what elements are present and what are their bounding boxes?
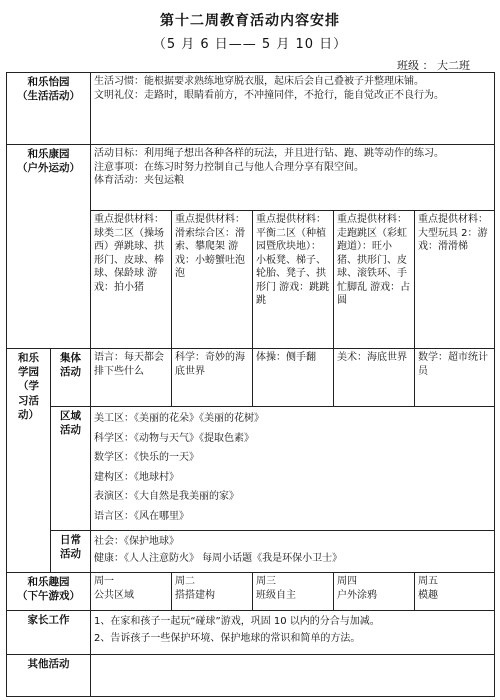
daily-activity-content xyxy=(91,531,495,573)
parents-label: 家长工作 xyxy=(7,611,91,655)
afternoon-day-cell xyxy=(253,573,334,611)
afternoon-row xyxy=(7,573,495,611)
afternoon-day-cell xyxy=(334,573,415,611)
day-activity: 班级自主 xyxy=(256,589,296,601)
group-activity-item: 体操：侧手翻 xyxy=(253,349,334,407)
class-label: 班级 ： 大二班 xyxy=(397,59,470,72)
area-line: 建构区：《地球村》 xyxy=(94,471,179,483)
day-name: 周三 xyxy=(256,576,276,587)
life-label: 和乐怡园 （生活活动） xyxy=(7,73,91,145)
outdoor-content xyxy=(91,145,495,211)
other-content xyxy=(91,655,495,697)
area-activity-content xyxy=(91,407,495,531)
day-name: 周一 xyxy=(94,576,114,587)
group-activity-item: 语言：每天都会排下些什么 xyxy=(91,349,172,407)
area-line: 表演区：《大自然是我美丽的家》 xyxy=(94,491,239,502)
day-name: 周五 xyxy=(418,576,438,587)
day-activity: 搭搭建构 xyxy=(175,589,215,601)
afternoon-day-cell xyxy=(415,573,495,611)
afternoon-day-cell xyxy=(91,573,172,611)
group-activity-row xyxy=(7,349,495,407)
day-name: 周二 xyxy=(175,576,195,587)
daily-line: 社会：《保护地球》 xyxy=(94,536,179,547)
group-activity-label: 集体 活动 xyxy=(51,349,91,407)
life-content xyxy=(91,73,495,145)
daily-activity-row xyxy=(7,531,495,573)
day-name: 周四 xyxy=(337,576,357,587)
other-label: 其他活动 xyxy=(7,655,91,697)
afternoon-label: 和乐趣园 （下午游戏） xyxy=(7,573,91,611)
parents-line: 2、告诉孩子一些保护环境、保护地球的常识和简单的方法。 xyxy=(94,633,361,644)
life-line: 生活习惯：能根据要求熟练地穿脱衣服，起床后会自己叠被子并整理床铺。 xyxy=(94,76,424,87)
outdoor-zone: 重点提供材料：滑索综合区：滑索、攀爬架 游戏：小螃蟹吐泡泡 xyxy=(172,211,253,349)
area-activity-row xyxy=(7,407,495,531)
day-activity: 公共区域 xyxy=(94,589,134,601)
daily-activity-label: 日常 活动 xyxy=(51,531,91,573)
outdoor-line: 注意事项：在练习时努力控制自己与他人合理分享有限空间。 xyxy=(94,161,364,173)
parents-content xyxy=(91,611,495,655)
date-range: （5 月 6 日—— 5 月 10 日） xyxy=(152,37,348,52)
area-line: 数学区：《快乐的一天》 xyxy=(94,452,199,463)
parents-line: 1、在家和孩子一起玩“碰球”游戏，巩固 10 以内的分合与加减。 xyxy=(94,616,380,627)
area-line: 语言区：《风在哪里》 xyxy=(94,510,189,522)
outdoor-zone: 重点提供材料：球类二区（操场西）弹跳球、拱形门、皮球、棒球、保龄球 游戏：拍小猪 xyxy=(91,211,172,349)
outdoor-line: 活动目标：利用绳子想出各种各样的玩法，并且进行钻、跑、跳等动作的练习。 xyxy=(94,148,444,159)
page-title: 第十二周教育活动内容安排 xyxy=(160,13,340,29)
outdoor-label: 和乐康园 （户外运动） xyxy=(7,145,91,349)
group-activity-item: 数学：超市统计员 xyxy=(415,349,495,407)
outdoor-zone: 重点提供材料：平衡二区（种植园暨欣块地）：小板凳、梯子、轮胎、凳子、拱形门 游戏：跳跳跳 xyxy=(253,211,334,349)
outdoor-line: 体育活动：夹包运粮 xyxy=(94,175,184,186)
outdoor-zone: 重点提供材料：大型玩具 2：游戏：滑滑梯 xyxy=(415,211,495,349)
outdoor-goal-row xyxy=(7,145,495,211)
day-activity: 模趣 xyxy=(418,589,438,601)
outdoor-zone: 重点提供材料：走跑跳区（彩虹跑道）：旺小猪、拱形门、皮球、滚铁环、手忙脚乱 游戏：占圆 xyxy=(334,211,415,349)
schedule-table xyxy=(6,72,495,697)
area-line: 科学区：《动物与天气》《提取色素》 xyxy=(94,432,254,444)
group-activity-item: 美术：海底世界 xyxy=(334,349,415,407)
parents-row xyxy=(7,611,495,655)
group-activity-item: 科学：奇妙的海底世界 xyxy=(172,349,253,407)
area-line: 美工区：《美丽的花朵》《美丽的花树》 xyxy=(94,413,264,424)
afternoon-day-cell xyxy=(172,573,253,611)
life-line: 文明礼仪：走路时，眼睛看前方，不冲撞同伴，不抢行，能自觉改正不良行为。 xyxy=(94,89,444,101)
life-row xyxy=(7,73,495,145)
area-activity-label: 区域 活动 xyxy=(51,407,91,531)
learning-label: 和乐 学园 （学 习活 动） xyxy=(7,349,51,573)
day-activity: 户外涂鸦 xyxy=(337,589,377,601)
daily-line: 健康：《人人注意防火》 每周小话题《我是环保小卫士》 xyxy=(94,553,343,564)
other-row xyxy=(7,655,495,697)
